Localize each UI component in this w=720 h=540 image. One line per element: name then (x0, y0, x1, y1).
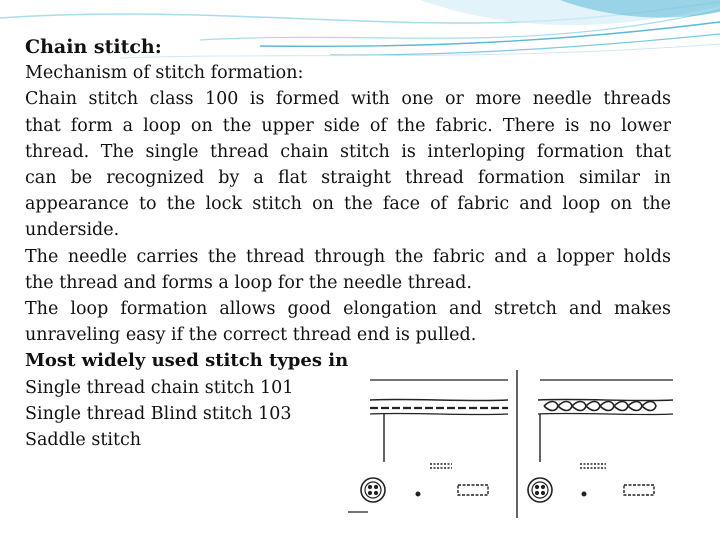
slide-subtitle: Mechanism of stitch formation: (25, 63, 304, 84)
paragraph-1-line-4: can be recognized by a flat straight thread formation similar in (25, 168, 671, 189)
paragraph-3-line-1: The loop formation allows good elongation and stretch and makes (25, 299, 671, 320)
stitch-diagram (348, 352, 681, 524)
paragraph-1-line-2: that form a loop on the upper side of the fabric. There is no lower (25, 115, 671, 136)
left-stitch-panel (348, 380, 508, 512)
stitch-illustration (348, 352, 681, 524)
right-stitch-panel (528, 380, 673, 502)
paragraph-1-line-1: Chain stitch class 100 is formed with one or more needle threads (25, 89, 671, 110)
list-item-3: Saddle stitch (25, 430, 142, 451)
paragraph-1-line-3: thread. The single thread chain stitch is interloping formation that (25, 141, 671, 162)
paragraph-1-line-5: appearance to the lock stitch on the face of fabric and loop on the (25, 194, 671, 215)
list-heading: Most widely used stitch types in (25, 350, 349, 372)
list-item-1: Single thread chain stitch 101 (25, 377, 294, 398)
paragraph-3-line-2: unraveling easy if the correct thread end is pulled. (25, 325, 477, 346)
list-item-2: Single thread Blind stitch 103 (25, 403, 292, 424)
paragraph-1-line-6: underside. (25, 220, 120, 241)
paragraph-2-line-1: The needle carries the thread through the fabric and a lopper holds (25, 246, 671, 267)
slide-title: Chain stitch: (25, 36, 162, 58)
paragraph-2-line-2: the thread and forms a loop for the needle thread. (25, 272, 472, 293)
